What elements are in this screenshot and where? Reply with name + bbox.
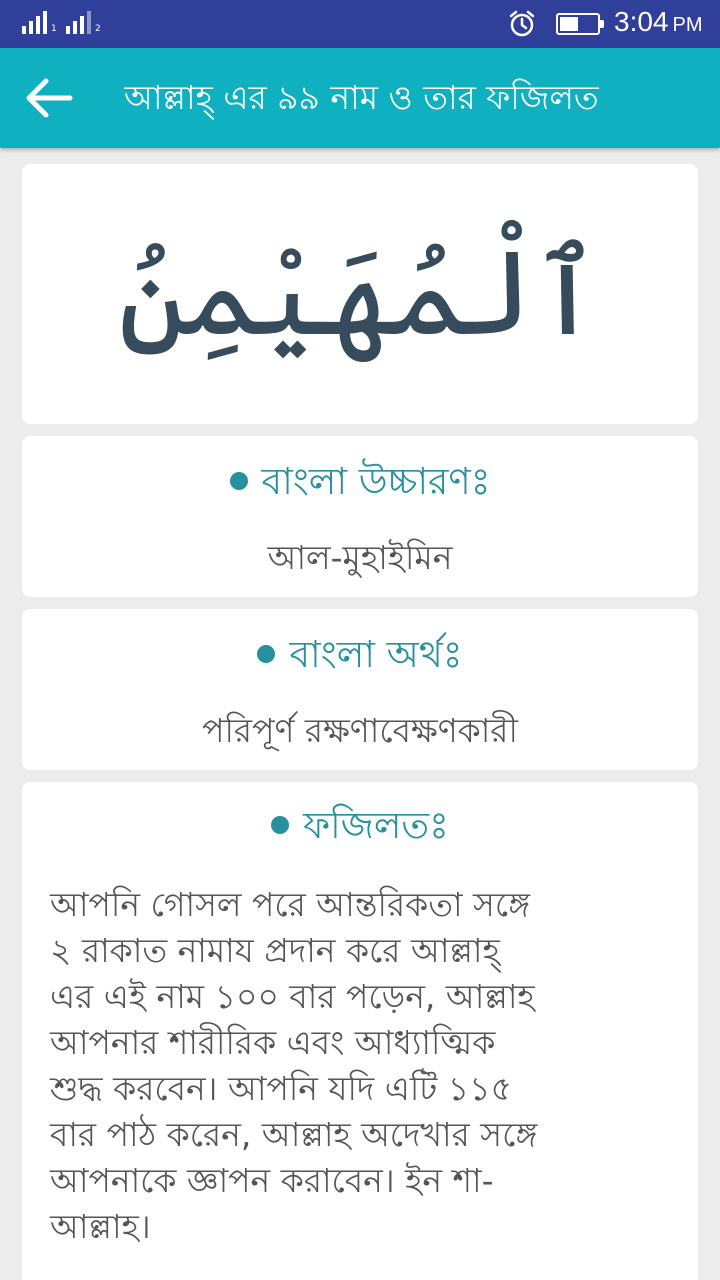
fazilat-line: আপনাকে জ্ঞাপন করাবেন। ইন শা- bbox=[50, 1161, 494, 1200]
status-bar bbox=[0, 0, 720, 48]
fazilat-card bbox=[22, 782, 698, 1280]
fazilat-heading-text: ফজিলতঃ bbox=[303, 804, 449, 847]
meaning-value: পরিপূর্ণ রক্ষণাবেক্ষণকারী bbox=[202, 711, 518, 750]
pronunciation-value: আল-মুহাইমিন bbox=[267, 538, 453, 577]
back-button[interactable] bbox=[22, 74, 74, 122]
pronunciation-card bbox=[22, 436, 698, 597]
pronunciation-heading bbox=[22, 452, 698, 515]
pronunciation-heading-text: বাংলা উচ্চারণঃ bbox=[261, 460, 491, 503]
fazilat-line: শুদ্ধ করবেন। আপনি যদি এটি ১১৫ bbox=[50, 1069, 513, 1108]
fazilat-heading bbox=[22, 796, 698, 859]
fazilat-line: ২ রাকাত নামায প্রদান করে আল্লাহ্ bbox=[50, 931, 500, 970]
status-clock bbox=[614, 6, 703, 38]
page-title: আল্লাহ্ এর ৯৯ নাম ও তার ফজিলত bbox=[124, 78, 599, 117]
clock-ampm: PM bbox=[672, 14, 703, 36]
arabic-name-card bbox=[22, 164, 698, 424]
meaning-heading-text: বাংলা অর্থঃ bbox=[289, 633, 463, 676]
fazilat-line: আপনি গোসল পরে আন্তরিকতা সঙ্গে bbox=[50, 885, 530, 924]
fazilat-line: বার পাঠ করেন, আল্লাহ অদেখার সঙ্গে bbox=[50, 1115, 538, 1154]
sim2-label: 2 bbox=[95, 24, 101, 34]
bullet-dot-icon bbox=[230, 472, 248, 490]
fazilat-line: আল্লাহ। bbox=[50, 1207, 151, 1246]
fazilat-line: আপনার শারীরিক এবং আধ্যাত্মিক bbox=[50, 1023, 496, 1062]
sim1-label: 1 bbox=[51, 24, 57, 34]
bullet-dot-icon bbox=[271, 816, 289, 834]
alarm-icon bbox=[508, 10, 536, 38]
app-bar bbox=[0, 48, 720, 148]
arabic-name: ٱلْمُهَيْمِنُ bbox=[118, 224, 602, 363]
meaning-card bbox=[22, 609, 698, 770]
bullet-dot-icon bbox=[257, 645, 275, 663]
fazilat-line: এর এই নাম ১০০ বার পড়েন, আল্লাহ bbox=[50, 977, 535, 1016]
meaning-heading bbox=[22, 625, 698, 688]
arrow-left-icon bbox=[22, 74, 74, 122]
battery-icon bbox=[556, 13, 600, 35]
signal-icon bbox=[66, 10, 101, 34]
clock-time: 3:04 bbox=[614, 6, 669, 37]
signal-icon bbox=[22, 10, 57, 34]
fazilat-text bbox=[50, 882, 670, 1250]
